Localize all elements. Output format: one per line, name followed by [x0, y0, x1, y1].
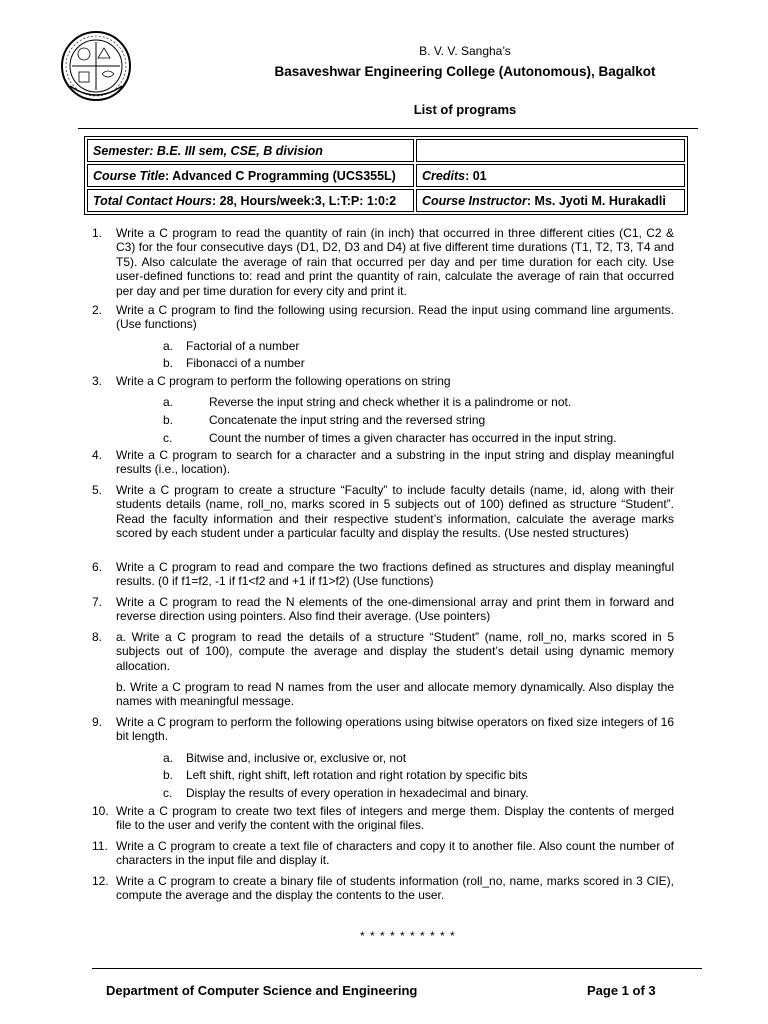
sub-item-text: Display the results of every operation in hexadecimal and binary. [186, 786, 529, 800]
sub-item-text: Factorial of a number [186, 339, 300, 353]
program-number: 10. [92, 804, 109, 818]
page-number: Page 1 of 3 [587, 983, 656, 998]
sub-item-letter: b. [163, 413, 174, 427]
contact-hours-value: : 28, Hours/week:3, L:T:P: 1:0:2 [211, 193, 397, 208]
instructor-label: Course Instructor [422, 193, 527, 208]
credits-label: Credits [422, 168, 466, 183]
program-text: Write a C program to perform the following operations on string [116, 374, 451, 388]
sub-item-text: Reverse the input string and check whether it is a palindrome or not. [209, 395, 572, 409]
organization-name: B. V. V. Sangha’s [419, 44, 511, 58]
course-info-table [84, 136, 688, 215]
sub-item-text: Bitwise and, inclusive or, exclusive or, not [186, 751, 407, 765]
sub-item-letter: a. [163, 339, 174, 353]
program-text: Write a C program to search for a character and a substring in the input string and display meaningful results (i.e., location). [116, 448, 674, 477]
course-title-label: Course Title [93, 168, 166, 183]
footer-divider [92, 968, 702, 969]
program-number: 5. [92, 483, 103, 497]
college-seal-logo [60, 30, 132, 102]
program-number: 12. [92, 874, 109, 888]
credits-cell [416, 164, 685, 187]
program-text: Write a C program to perform the following operations using bitwise operators on fixed size integers of 16 bit length. [116, 715, 674, 744]
sub-item-letter: a. [163, 751, 174, 765]
program-number: 6. [92, 560, 103, 574]
program-text: Write a C program to find the following using recursion. Read the input using command line arguments. (Use functions) [116, 303, 674, 332]
course-title-value: : Advanced C Programming (UCS355L) [165, 168, 396, 183]
course-title-cell [87, 164, 414, 187]
sub-item-letter: c. [163, 431, 173, 445]
program-number: 11. [92, 839, 108, 853]
document-title: List of programs [413, 102, 517, 117]
contact-hours-label: Total Contact Hours [93, 193, 212, 208]
credits-value: : 01 [465, 168, 487, 183]
program-text: Write a C program to create a structure “Faculty” to include faculty details (name, id, along with their students details (name, roll_no, marks scored in 5 subjects out of 100) defined as structure “Student”. Read the faculty information and their respective student’s information, calculate the average marks scored by each student under a particular faculty and display the results. (Use nested structures) [116, 483, 674, 541]
program-number: 9. [92, 715, 103, 729]
program-number: 7. [92, 595, 103, 609]
end-marker: * * * * * * * * * * [360, 929, 456, 943]
sub-item-text: Left shift, right shift, left rotation and right rotation by specific bits [186, 768, 528, 782]
instructor-value: : Ms. Jyoti M. Hurakadli [526, 193, 666, 208]
empty-cell [416, 139, 685, 162]
header-divider [78, 128, 698, 129]
department-name: Department of Computer Science and Engineering [106, 983, 418, 998]
program-text: Write a C program to create a binary file of students information (roll_no, name, marks scored in 3 CIE), compute the average and the display the contents to the user. [116, 874, 674, 903]
program-text: Write a C program to read the N elements of the one-dimensional array and print them in forward and reverse direction using pointers. Also find their average. (Use pointers) [116, 595, 674, 624]
program-text: a. Write a C program to read the details of a structure “Student” (name, roll_no, marks scored in 5 subjects out of 100), compute the average and display the student’s detail using dynamic memory allocation. [116, 630, 674, 673]
program-number: 8. [92, 630, 103, 644]
sub-item-letter: b. [163, 356, 174, 370]
sub-item-text: Count the number of times a given character has occurred in the input string. [209, 431, 617, 445]
program-number: 4. [92, 448, 103, 462]
program-number: 2. [92, 303, 103, 317]
program-text: Write a C program to create a text file of characters and copy it to another file. Also count the number of characters in the input file and display it. [116, 839, 674, 868]
program-number: 3. [92, 374, 103, 388]
semester-cell: Semester: B.E. III sem, CSE, B division [87, 139, 414, 162]
program-text: Write a C program to read the quantity of rain (in inch) that occurred in three different cities (C1, C2 & C3) for the four consecutive days (D1, D2, D3 and D4) at five different time durations (T1, T2, T3, T4 and T5). Also calculate the average of rain that occurred per day and per time duration for each city. Use user-defined functions to: read and print the quantity of rain, calculate the average of rain that occurred per day and per time duration for every city and print it. [116, 226, 674, 298]
instructor-cell [416, 189, 685, 212]
sub-item-letter: c. [163, 786, 173, 800]
college-name: Basaveshwar Engineering College (Autonomous), Bagalkot [274, 64, 656, 79]
sub-item-letter: a. [163, 395, 174, 409]
contact-hours-cell [87, 189, 414, 212]
program-number: 1. [92, 226, 103, 240]
program-text: b. Write a C program to read N names from the user and allocate memory dynamically. Also display the names with meaningful message. [116, 680, 674, 709]
program-text: Write a C program to read and compare the two fractions defined as structures and display meaningful results. (0 if f1=f2, -1 if f1<f2 and +1 if f1>f2) (Use functions) [116, 560, 674, 589]
program-text: Write a C program to create two text files of integers and merge them. Display the contents of merged file to the user and verify the content with the original files. [116, 804, 674, 833]
sub-item-text: Fibonacci of a number [186, 356, 305, 370]
sub-item-text: Concatenate the input string and the reversed string [209, 413, 486, 427]
sub-item-letter: b. [163, 768, 174, 782]
